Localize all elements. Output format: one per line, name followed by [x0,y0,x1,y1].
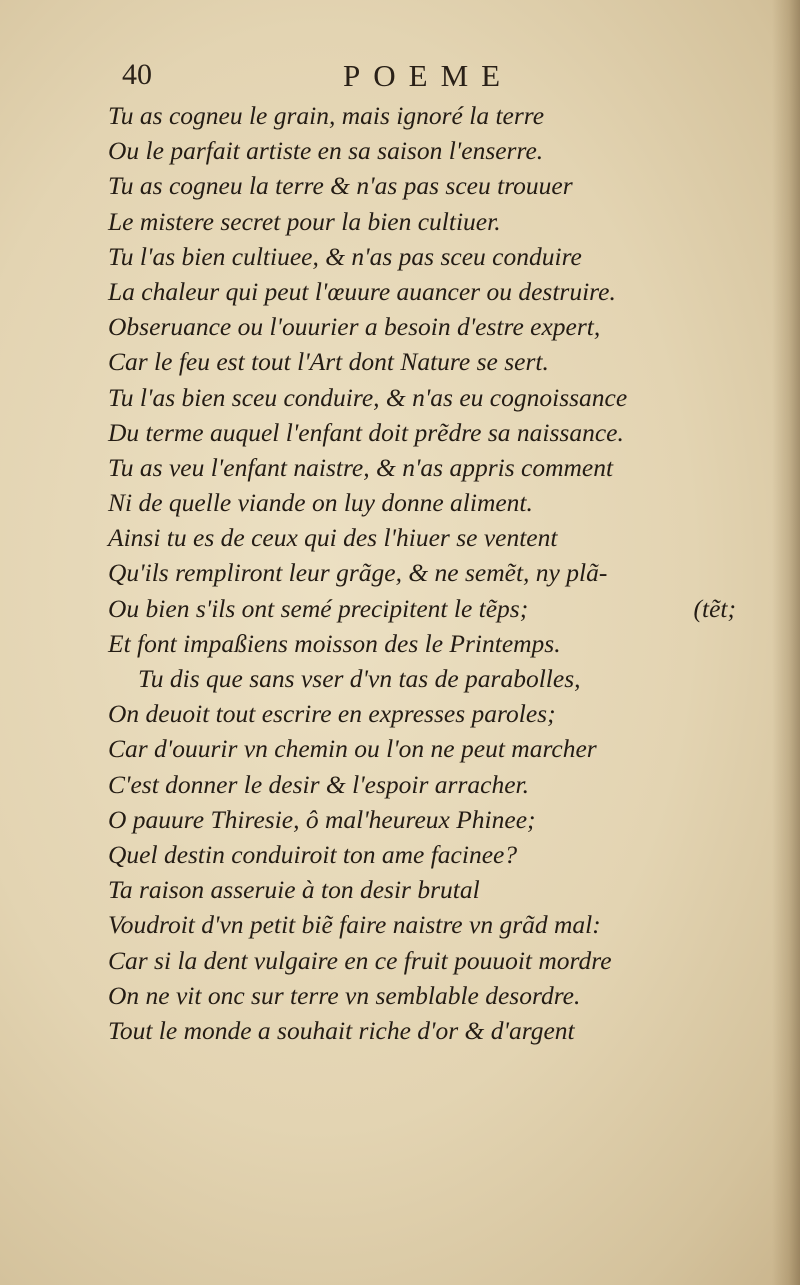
verse-line: Car le feu est tout l'Art dont Nature se sert. [108,347,549,377]
verse-text [108,98,778,1048]
verse-line: Ou le parfait artiste en sa saison l'enserre. [108,136,544,166]
verse-line: Tu as cogneu la terre & n'as pas sceu trouuer [108,171,573,201]
verse-line: C'est donner le desir & l'espoir arracher. [108,769,530,799]
verse-line: Ainsi tu es de ceux qui des l'hiuer se ventent [108,523,558,553]
verse-line: Le mistere secret pour la bien cultiuer. [108,206,501,236]
verse-line: Quel destin conduiroit ton ame facinee? [108,839,518,869]
verse-line-with-turnover [108,591,778,626]
verse-line: Du terme auquel l'enfant doit prẽdre sa naissance. [108,417,624,447]
page-number: 40 [122,58,152,91]
verse-line: Obseruance ou l'ouurier a besoin d'estre expert, [108,312,601,342]
verse-line: Et font impaßiens moisson des le Printemps. [108,628,561,658]
verse-line: Ta raison asseruie à ton desir brutal [108,875,480,905]
verse-line: Ni de quelle viande on luy donne aliment. [108,488,533,518]
verse-line: On ne vit onc sur terre vn semblable desordre. [108,980,581,1010]
verse-line: Tu as veu l'enfant naistre, & n'as appris comment [108,452,614,482]
verse-line: O pauure Thiresie, ô mal'heureux Phinee; [108,804,536,834]
running-title: POEME [343,58,514,93]
verse-line: On deuoit tout escrire en expresses paroles; [108,699,556,729]
verse-line: Car si la dent vulgaire en ce fruit pouuoit mordre [108,945,612,975]
verse-line: Ou bien s'ils ont semé precipitent le tẽps; [108,593,529,623]
verse-line: Car d'ouurir vn chemin ou l'on ne peut marcher [108,734,597,764]
verse-line: Tu l'as bien sceu conduire, & n'as eu cognoissance [108,382,628,412]
turnover-text: (tẽt; [693,593,736,623]
verse-line: Voudroit d'vn petit biẽ faire naistre vn grãd mal: [108,910,601,940]
verse-line: Tu dis que sans vser d'vn tas de parabolles, [138,664,581,693]
verse-line: Tu as cogneu le grain, mais ignoré la terre [108,101,545,130]
verse-line: La chaleur qui peut l'œuure auancer ou destruire. [108,276,616,306]
verse-line: Tout le monde a souhait riche d'or & d'argent [108,1015,575,1045]
verse-line: Tu l'as bien cultiuee, & n'as pas sceu conduire [108,241,582,271]
page-header [118,58,678,98]
verse-line: Qu'ils rempliront leur grãge, & ne semẽt, ny plã- [108,558,608,588]
